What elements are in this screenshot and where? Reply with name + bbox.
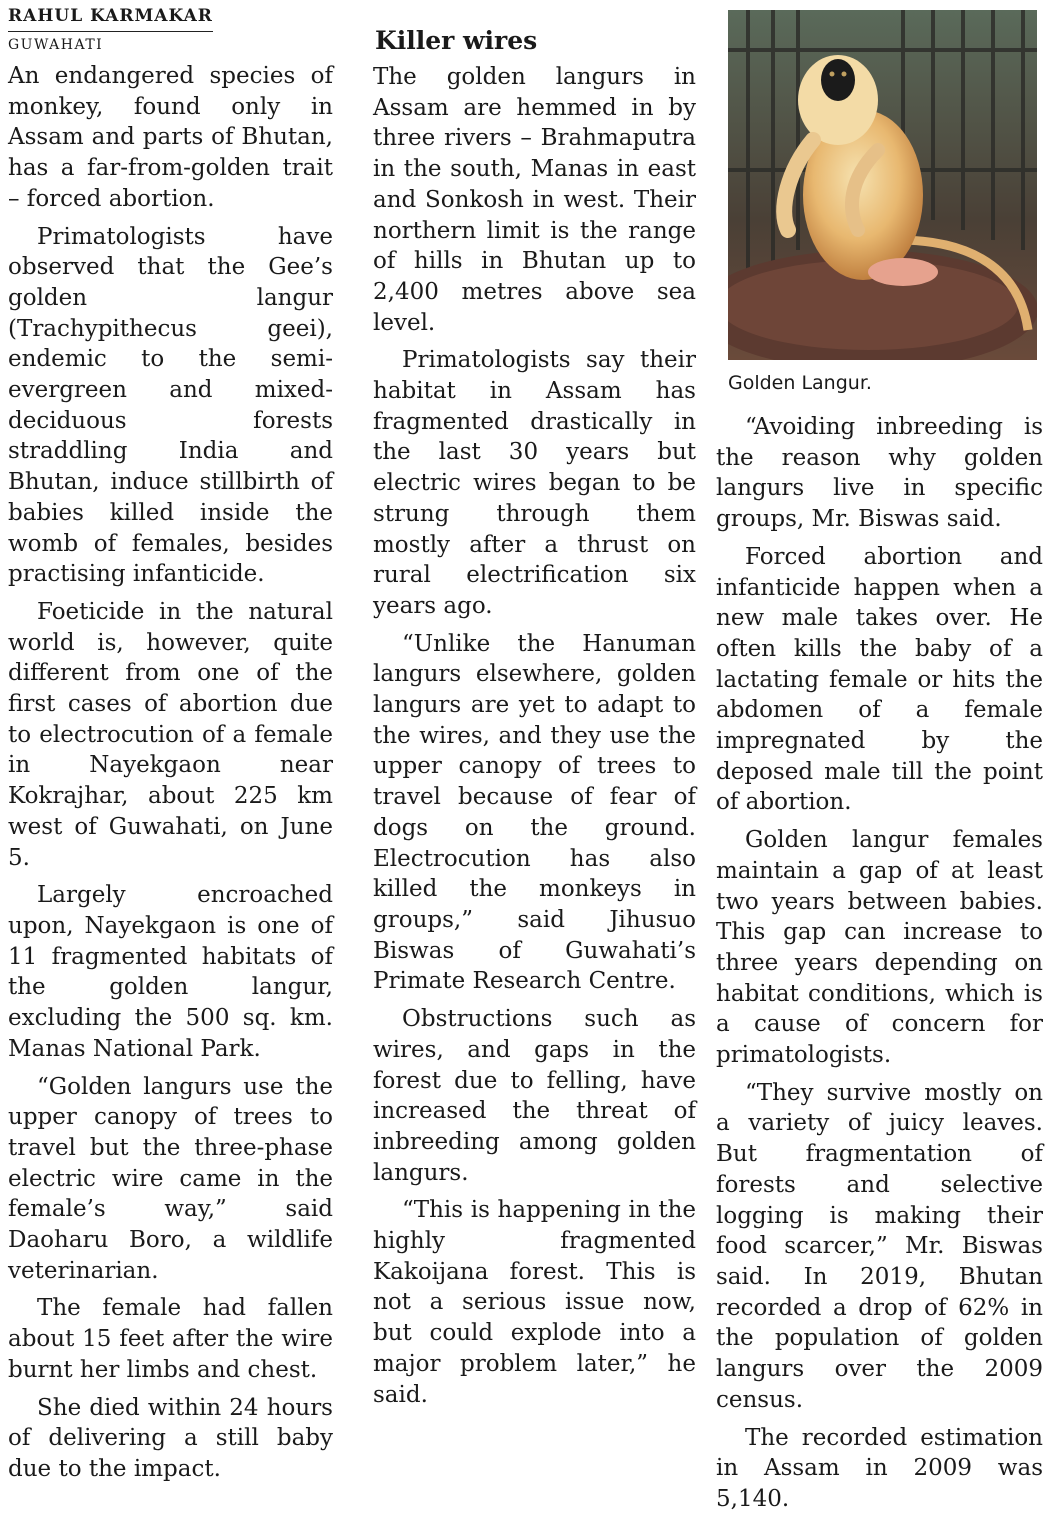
paragraph: The golden langurs in Assam are hemmed in by three rivers – Brahmaputra in the south, Manas in east and Sonkosh in west. Their northern limit is the range of hills in Bhutan up to 2,400 metres above sea level. xyxy=(373,64,696,336)
paragraph: Golden langur females maintain a gap of at least two years between babies. This gap can increase to three years depending on habitat conditions, which is a cause of concern for primatologists. xyxy=(716,827,1043,1069)
article-column-1 xyxy=(8,0,333,1492)
column-3-body xyxy=(716,412,1043,1522)
paragraph: Foeticide in the natural world is, however, quite different from one of the first cases of abortion due to electrocution of a female in Nayekgaon near Kokrajhar, about 225 km west of Guwahati, on June 5. xyxy=(8,598,333,871)
dateline: GUWAHATI xyxy=(8,37,104,53)
paragraph: Primatologists have observed that the Gee’s golden langur (Trachypithecus geei), endemic to the semi-evergreen and mixed-deciduous forests straddling India and Bhutan, induce stillbirth of babies killed inside the womb of females, besides practising infanticide. xyxy=(8,223,333,588)
photo-caption: Golden Langur. xyxy=(728,372,872,394)
paragraph: “Avoiding inbreeding is the reason why golden langurs live in specific groups, Mr. Biswas said. xyxy=(716,414,1043,533)
paragraph: The recorded estimation in Assam in 2009 was 5,140. xyxy=(716,1424,1043,1512)
article-column-2 xyxy=(355,0,696,1417)
golden-langur-photo xyxy=(728,10,1037,360)
paragraph: “Unlike the Hanuman langurs elsewhere, golden langurs are yet to adapt to the wires, and they use the upper canopy of trees to travel because of fear of dogs on the ground. Electrocution has also killed the monkeys in groups,” said Jihusuo Biswas of Guwahati’s Primate Research Centre. xyxy=(373,630,696,995)
paragraph: “Golden langurs use the upper canopy of trees to travel but the three-phase electric wire came in the female’s way,” said Daoharu Boro, a wildlife veterinarian. xyxy=(8,1073,333,1284)
paragraph: Largely encroached upon, Nayekgaon is one of 11 fragmented habitats of the golden langur, excluding the 500 sq. km. Manas National Park. xyxy=(8,882,333,1062)
subheading: Killer wires xyxy=(375,26,538,55)
paragraph: “They survive mostly on a variety of juicy leaves. But fragmentation of forests and selective logging is making their food scarcer,” Mr. Biswas said. In 2019, Bhutan recorded a drop of 62% in the population of golden langurs over the 2009 census. xyxy=(716,1079,1043,1413)
paragraph: Primatologists say their habitat in Assam has fragmented drastically in the last 30 years but electric wires began to be strung through them mostly after a thrust on rural electrification six years ago. xyxy=(373,347,696,619)
paragraph: “This is happening in the highly fragmented Kakoijana forest. This is not a serious issue now, but could explode into a major problem later,” he said. xyxy=(373,1197,696,1408)
paragraph: The female had fallen about 15 feet after the wire burnt her limbs and chest. xyxy=(8,1295,333,1383)
paragraph: Obstructions such as wires, and gaps in the forest due to felling, have increased the threat of inbreeding among golden langurs. xyxy=(373,1006,696,1186)
byline-rule xyxy=(8,31,213,32)
paragraph: She died within 24 hours of delivering a still baby due to the impact. xyxy=(8,1394,333,1482)
paragraph: Forced abortion and infanticide happen when a new male takes over. He often kills the baby of a lactating female or hits the abdomen of a female impregnated by the deposed male till the point of abortion. xyxy=(716,543,1043,816)
column-2-body xyxy=(355,62,696,1410)
column-1-body xyxy=(8,61,333,1485)
byline-author: RAHUL KARMAKAR xyxy=(8,6,213,26)
paragraph: An endangered species of monkey, found only in Assam and parts of Bhutan, has a far-from-golden trait – forced abortion. xyxy=(8,63,333,212)
